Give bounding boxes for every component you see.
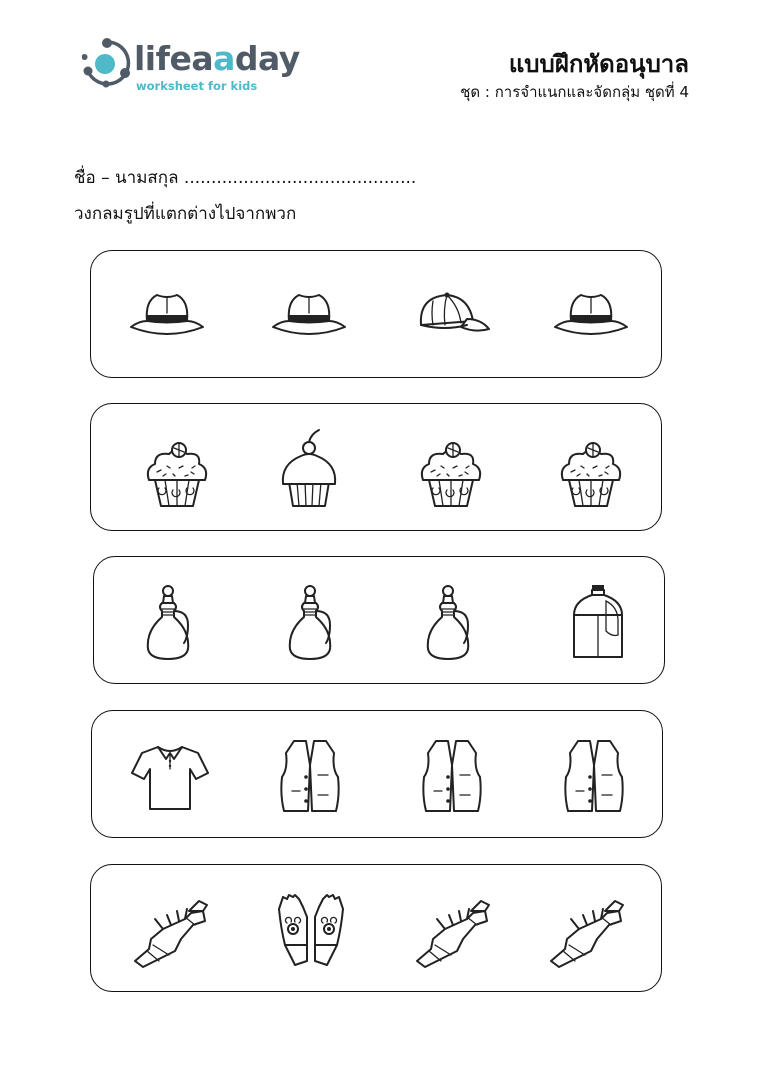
fedora-hat-icon[interactable] [125, 275, 209, 355]
oil-cruet-icon[interactable] [270, 581, 354, 661]
candy-cupcake-icon[interactable] [549, 428, 633, 508]
exercise-row-bottles [93, 556, 665, 684]
polo-shirt-icon[interactable] [128, 735, 212, 815]
exercise-row-gloves [90, 864, 662, 992]
cherry-cupcake-icon[interactable] [267, 428, 351, 508]
exercise-row-hats [90, 250, 662, 378]
work-glove-icon[interactable] [411, 889, 495, 969]
fedora-hat-icon[interactable] [549, 275, 633, 355]
fedora-hat-icon[interactable] [267, 275, 351, 355]
flower-gloves-icon[interactable] [269, 889, 353, 969]
exercise-row-clothes [91, 710, 663, 838]
worksheet-title: แบบฝึกหัดอนุบาล [508, 50, 689, 78]
baseball-cap-icon[interactable] [409, 275, 493, 355]
oil-cruet-icon[interactable] [128, 581, 212, 661]
student-name-line: ชื่อ – นามสกุล ........................................... [74, 168, 417, 188]
candy-cupcake-icon[interactable] [409, 428, 493, 508]
worksheet-subtitle: ชุด : การจำแนกและจัดกลุ่ม ชุดที่ 4 [460, 83, 689, 101]
vest-icon[interactable] [552, 735, 636, 815]
work-glove-icon[interactable] [129, 889, 213, 969]
work-glove-icon[interactable] [545, 889, 629, 969]
oil-cruet-icon[interactable] [408, 581, 492, 661]
vest-icon[interactable] [410, 735, 494, 815]
milk-jug-icon[interactable] [556, 581, 640, 661]
lifeaday-logo [82, 38, 300, 98]
logo-mark-icon [82, 38, 132, 88]
candy-cupcake-icon[interactable] [135, 428, 219, 508]
logo-wordmark: lifeaaday [134, 39, 300, 78]
exercise-row-cupcakes [90, 403, 662, 531]
instruction-text: วงกลมรูปที่แตกต่างไปจากพวก [74, 204, 297, 224]
vest-icon[interactable] [268, 735, 352, 815]
logo-tagline: worksheet for kids [136, 79, 258, 93]
